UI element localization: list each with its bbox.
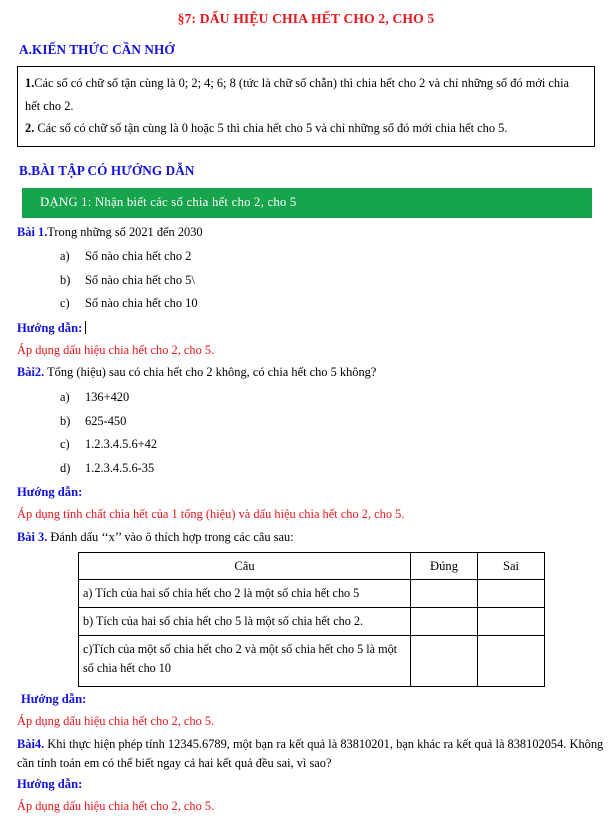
bai-1-huongdan-label [17,321,612,336]
bai-2-label: Bài2. [17,365,45,380]
cell-cau: b) Tích của hai số chia hết cho 5 là một số chia hết cho 2. [79,608,411,636]
dang-1-banner: DẠNG 1: Nhận biết các số chia hết cho 2, cho 5 [22,188,592,218]
cell-cau: c)Tích của một số chia hết cho 2 và một số chia hết cho 5 là một số chia hết cho 10 [79,636,411,687]
column-header-cau: Câu [79,553,411,580]
cell-sai[interactable] [478,580,545,608]
list-item [60,269,612,293]
bai-3-text: Đánh dấu ‘‘x’’ vào ô thích hợp trong các câu sau: [47,529,294,544]
bai-1-text: Trong những số 2021 đến 2030 [47,224,203,239]
table-row [79,580,545,608]
bai-4-hint: Áp dụng dấu hiệu chia hết cho 2, cho 5. [17,799,215,814]
list-text: Số nào chia hết cho 2 [85,249,192,264]
cell-dung[interactable] [411,580,478,608]
bai-4-prompt [17,735,612,772]
bai-3-huongdan-label: Hướng dẫn: [21,692,87,707]
column-header-sai: Sai [478,553,545,580]
rule-1-number: 1. [25,76,35,90]
list-text: 625-450 [85,413,127,428]
list-text: Số nào chia hết cho 5\ [85,272,195,287]
knowledge-rule-1 [25,72,587,117]
rule-2-number: 2. [25,121,35,136]
bai-2-text: Tổng (hiệu) sau có chia hết cho 2 không, có chia hết cho 5 không? [44,365,377,380]
rule-2-text: Các số có chữ số tận cùng là 0 hoặc 5 thì chia hết cho 5 và chỉ những số đó mới chia hết cho 5. [34,121,508,136]
table-row [79,608,545,636]
list-marker: b) [60,272,71,287]
bai-1-hint: Áp dụng dấu hiệu chia hết cho 2, cho 5. [17,342,215,357]
list-text: 1.2.3.4.5.6-35 [85,460,155,475]
list-text: 136+420 [85,390,130,405]
cell-dung[interactable] [411,608,478,636]
list-item [60,457,612,481]
document-page [0,11,612,834]
section-a-heading: A.KIẾN THỨC CẦN NHỚ [19,42,175,57]
section-b-heading: B.BÀI TẬP CÓ HƯỚNG DẪN [19,162,195,178]
bai-3-hint: Áp dụng dấu hiệu chia hết cho 2, cho 5. [17,714,215,729]
cell-sai[interactable] [478,608,545,636]
column-header-dung: Đúng [411,553,478,580]
list-text: Số nào chia hết cho 10 [85,296,198,311]
list-item [60,386,612,410]
list-marker: c) [60,296,70,311]
list-item [60,410,612,434]
text-caret [85,321,86,334]
rule-1-text: Các số có chữ số tận cùng là 0; 2; 4; 6; 8 (tức là chữ số chẵn) thì chia hết cho 2 và chỉ những số đó mới chia hết cho 2. [25,76,570,113]
knowledge-box [17,66,595,147]
bai-1-prompt [17,223,612,242]
list-marker: b) [60,413,71,428]
list-marker: a) [60,249,70,264]
list-item [60,292,612,316]
list-item [60,245,612,269]
cell-sai[interactable] [478,636,545,687]
cell-cau: a) Tích của hai số chia hết cho 2 là một số chia hết cho 5 [79,580,411,608]
list-marker: a) [60,390,70,405]
bai-2-item-list [0,386,612,480]
bai-3-label: Bài 3. [17,529,48,544]
table-header-row [79,553,545,580]
bai-4-huongdan-label: Hướng dẫn: [17,777,83,792]
list-text: 1.2.3.4.5.6+42 [85,437,158,452]
list-marker: d) [60,460,71,475]
bai-2-prompt [17,363,612,382]
bai-4-text: Khi thực hiện phép tính 12345.6789, một bạn ra kết quả là 83810201, bạn khác ra kết quả là 838102054. Không cần tính toán em có thể biết ngay cả hai kết quả đều sai, vì sao? [17,736,604,770]
bai-1-label: Bài 1. [17,224,48,239]
list-marker: c) [60,437,70,452]
knowledge-rule-2 [25,117,587,140]
bai-4-label: Bài4. [17,736,45,751]
bai-1-item-list [0,245,612,316]
bai-3-table [78,552,545,687]
table-row [79,636,545,687]
bai-3-table-wrapper [78,552,612,687]
page-title: §7: DẤU HIỆU CHIA HẾT CHO 2, CHO 5 [177,11,435,26]
bai-3-prompt [17,528,612,547]
cell-dung[interactable] [411,636,478,687]
bai-2-huongdan-label: Hướng dẫn: [17,485,83,500]
huongdan-text: Hướng dẫn: [17,320,83,335]
list-item [60,433,612,457]
bai-2-hint: Áp dụng tính chất chia hết của 1 tổng (hiệu) và dấu hiệu chia hết cho 2, cho 5. [17,507,405,522]
